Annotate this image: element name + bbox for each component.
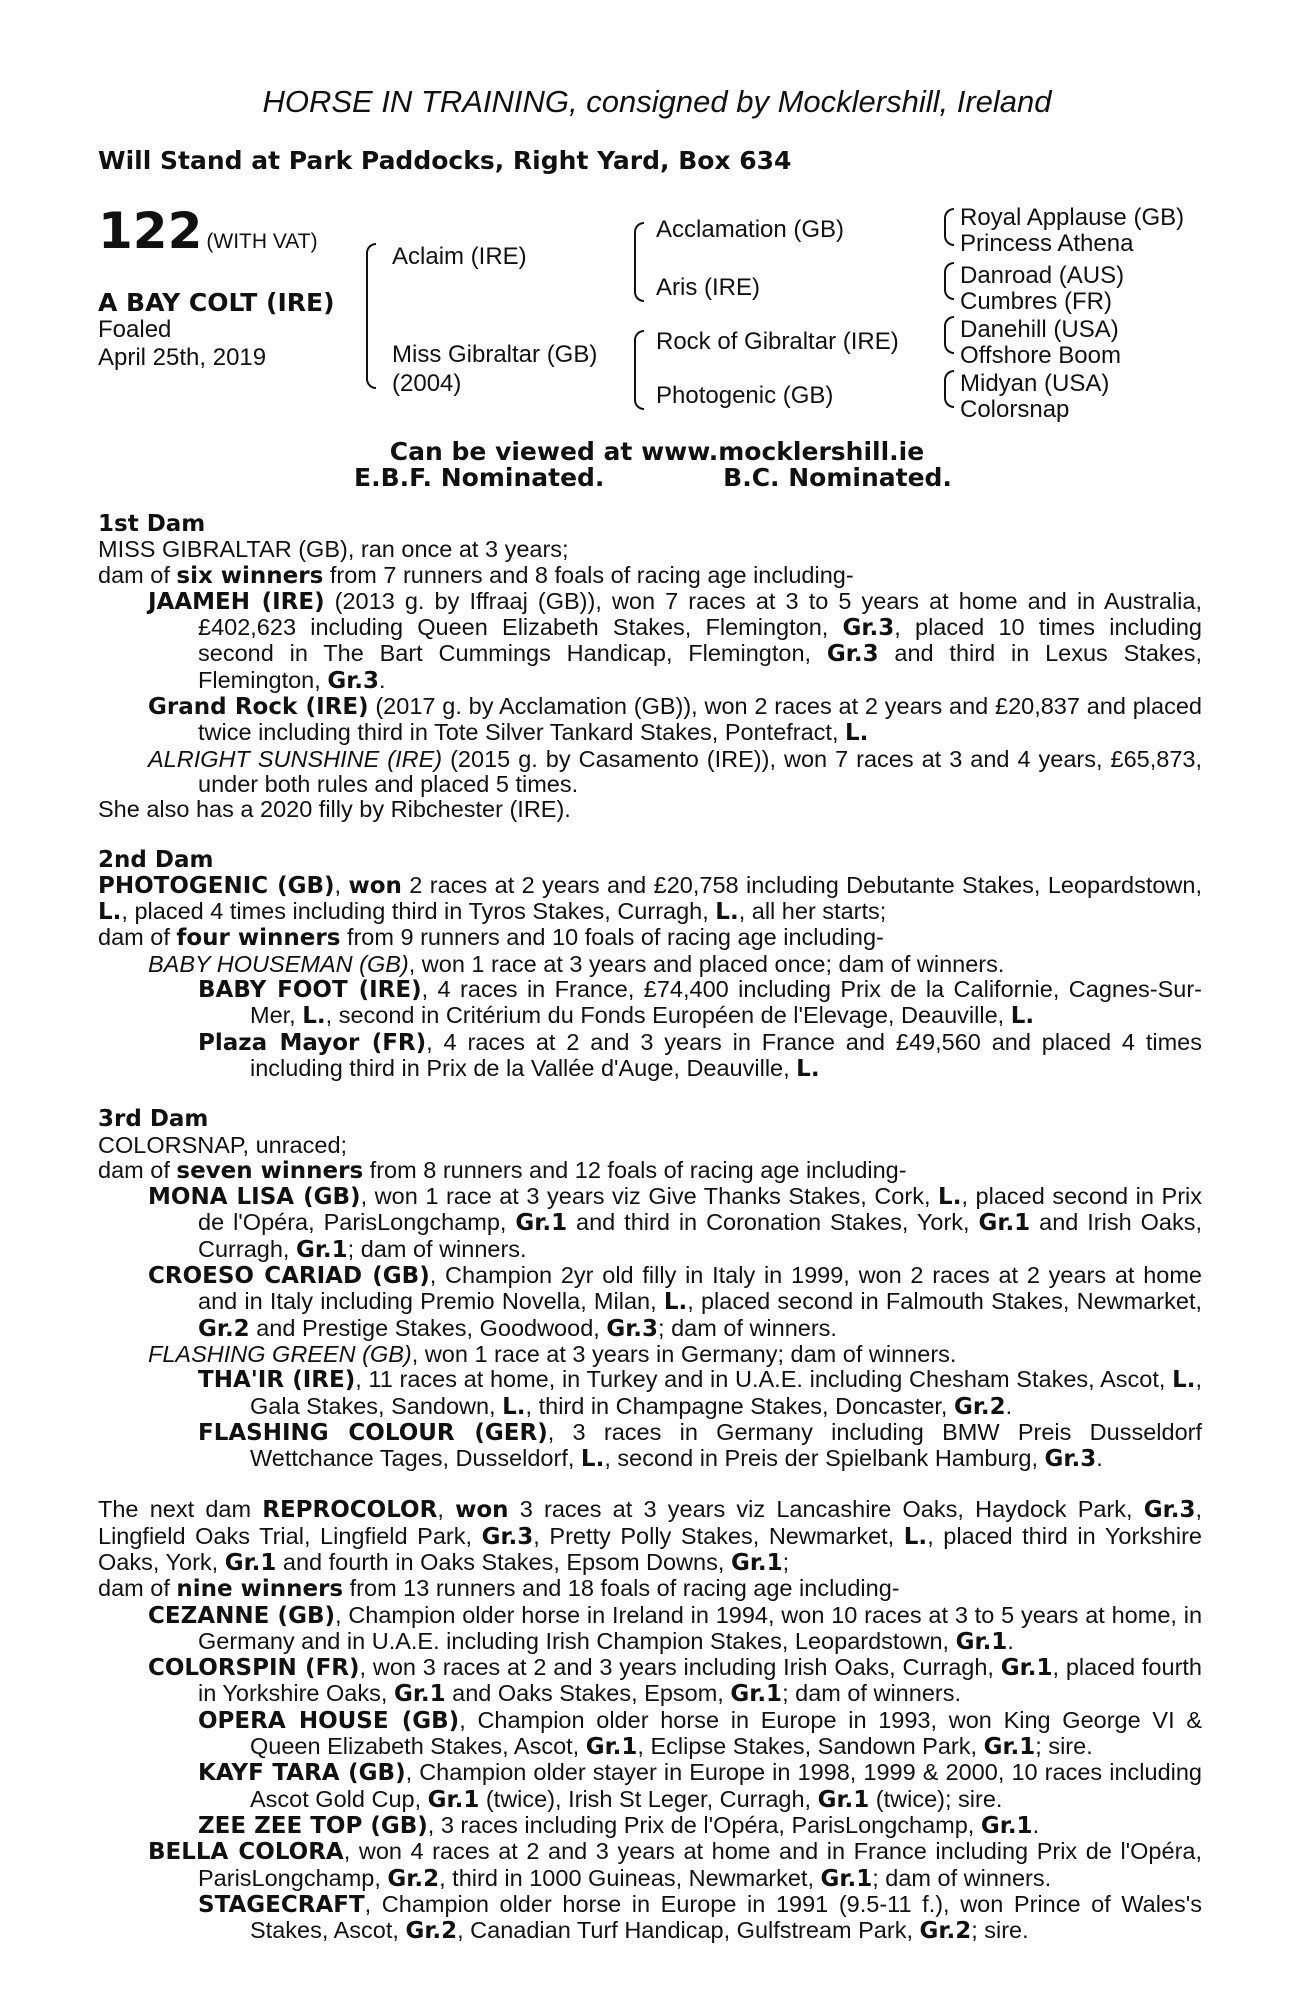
pedigree-sire-sire: Acclamation (GB) xyxy=(656,216,845,243)
ebf-nominated: E.B.F. Nominated. xyxy=(354,463,605,492)
pedigree-brace xyxy=(944,208,954,246)
progeny-entry: FLASHING GREEN (GB), won 1 race at 3 years in Germany; dam of winners. xyxy=(148,1340,957,1367)
stand-location: Will Stand at Park Paddocks, Right Yard, Box 634 xyxy=(98,146,792,175)
pedigree-g3: Princess Athena xyxy=(960,230,1134,257)
vat-label: (WITH VAT) xyxy=(206,230,318,253)
pedigree-brace xyxy=(944,316,954,354)
pedigree-g3: Cumbres (FR) xyxy=(960,288,1113,315)
pedigree-g3: Danehill (USA) xyxy=(960,316,1119,343)
progeny-entry: Grand Rock (IRE) (2017 g. by Acclamation (GB)), won 2 races at 2 years and £20,837 and placed twice including third in Tote Silver Tankard Stakes, Pontefract, L. xyxy=(148,693,1202,747)
pedigree-g3: Danroad (AUS) xyxy=(960,262,1125,289)
foaled-block xyxy=(98,316,266,372)
foaled-date: April 25th, 2019 xyxy=(98,344,267,371)
catalogue-body xyxy=(98,512,1202,1944)
progeny-entry: CEZANNE (GB), Champion older horse in Ireland in 1994, won 10 races at 3 to 5 years at home, in Germany and in U.A.E. including Irish Champion Stakes, Leopardstown, Gr.1. xyxy=(148,1601,1203,1655)
progeny-entry: BABY FOOT (IRE), 4 races in France, £74,400 including Prix de la Californie, Cagnes-Sur-Mer, L., second in Critérium du Fonds Européen de l'Elevage, Deauville, L. xyxy=(198,976,1203,1030)
progeny-entry: COLORSPIN (FR), won 3 races at 2 and 3 years including Irish Oaks, Curragh, Gr.1, placed fourth in Yorkshire Oaks, Gr.1 and Oaks Stakes, Epsom, Gr.1; dam of winners. xyxy=(148,1654,1202,1708)
pedigree-dam-dam: Photogenic (GB) xyxy=(656,382,834,409)
viewing-line: Can be viewed at www.mocklershill.ie xyxy=(389,437,925,466)
pedigree-g3: Midyan (USA) xyxy=(960,370,1110,397)
pedigree-g3: Offshore Boom xyxy=(960,342,1121,369)
bc-nominated: B.C. Nominated. xyxy=(723,463,952,492)
pedigree-brace xyxy=(366,243,376,389)
section-heading-1st-dam: 1st Dam xyxy=(98,511,206,537)
pedigree-dam-year: (2004) xyxy=(392,370,462,397)
dam-line: COLORSNAP, unraced; xyxy=(98,1131,348,1158)
produce-summary: dam of seven winners from 8 runners and 12 foals of racing age including- xyxy=(98,1156,907,1184)
section-heading-3rd-dam: 3rd Dam xyxy=(98,1106,209,1133)
progeny-entry: BABY HOUSEMAN (GB), won 1 race at 3 years and placed once; dam of winners. xyxy=(148,950,1005,977)
progeny-entry: FLASHING COLOUR (GER), 3 races in Germany including BMW Preis Dusseldorf Wettchance Tages, Dusseldorf, L., second in Preis der Spielbank Hamburg, Gr.3. xyxy=(198,1418,1202,1473)
pedigree-g3: Royal Applause (GB) xyxy=(960,204,1185,231)
lot-block xyxy=(98,202,318,260)
pedigree-dam-sire: Rock of Gibraltar (IRE) xyxy=(656,328,899,355)
produce-summary: dam of four winners from 9 runners and 10 foals of racing age including- xyxy=(98,924,884,952)
pedigree-brace xyxy=(634,222,644,302)
progeny-entry: JAAMEH (IRE) (2013 g. by Iffraaj (GB)), won 7 races at 3 to 5 years at home and in Australia, £402,623 including Queen Elizabeth Stakes, Flemington, Gr.3, placed 10 times including second in The Bart Cummings Handicap, Flemington, Gr.3 and third in Lexus Stakes, Flemington, Gr.3. xyxy=(148,587,1202,694)
dam-line: MISS GIBRALTAR (GB), ran once at 3 years; xyxy=(98,536,569,563)
progeny-entry: CROESO CARIAD (GB), Champion 2yr old filly in Italy in 1999, won 2 races at 2 years at home and in Italy including Premio Novella, Milan, L., placed second in Falmouth Stakes, Newmarket, Gr.2 and Prestige Stakes, Goodwood, Gr.3; dam of winners. xyxy=(148,1262,1202,1342)
progeny-entry: BELLA COLORA, won 4 races at 2 and 3 years at home and in France including Prix de l'Opéra, ParisLongchamp, Gr.2, third in 1000 Guineas, Newmarket, Gr.1; dam of winners. xyxy=(148,1838,1202,1892)
pedigree-sire-dam: Aris (IRE) xyxy=(656,274,760,301)
produce-summary: dam of nine winners from 13 runners and 18 foals of racing age including- xyxy=(98,1575,900,1603)
pedigree-brace xyxy=(944,262,954,300)
lot-number: 122 xyxy=(98,202,203,260)
section-heading-2nd-dam: 2nd Dam xyxy=(98,846,214,873)
pedigree-g3: Colorsnap xyxy=(960,396,1070,423)
horse-description: A BAY COLT (IRE) xyxy=(98,288,335,317)
pedigree-sire: Aclaim (IRE) xyxy=(392,243,527,270)
progeny-entry: STAGECRAFT, Champion older horse in Europe in 1991 (9.5-11 f.), won Prince of Wales's Stakes, Ascot, Gr.2, Canadian Turf Handicap, Gulfstream Park, Gr.2; sire. xyxy=(198,1890,1202,1945)
page-title: HORSE IN TRAINING, consigned by Mocklershill, Ireland xyxy=(262,84,1052,119)
nominations xyxy=(354,463,954,492)
pedigree-brace xyxy=(944,370,954,408)
pedigree-brace xyxy=(634,330,644,410)
progeny-entry: MONA LISA (GB), won 1 race at 3 years viz Give Thanks Stakes, Cork, L., placed second in Prix de l'Opéra, ParisLongchamp, Gr.1 and third in Coronation Stakes, York, Gr.1 and Irish Oaks, Curragh, Gr.1; dam of winners. xyxy=(148,1183,1203,1263)
foaled-label: Foaled xyxy=(98,316,172,343)
progeny-entry: Plaza Mayor (FR), 4 races at 2 and 3 years in France and £49,560 and placed 4 times including third in Prix de la Vallée d'Auge, Deauville, L. xyxy=(198,1028,1202,1082)
produce-summary: dam of six winners from 7 runners and 8 foals of racing age including- xyxy=(98,561,854,589)
progeny-entry: ALRIGHT SUNSHINE (IRE) (2015 g. by Casamento (IRE)), won 7 races at 3 and 4 years, £65,873, under both rules and placed 5 times. xyxy=(148,745,1203,797)
progeny-entry: KAYF TARA (GB), Champion older stayer in Europe in 1998, 1999 & 2000, 10 races including Ascot Gold Cup, Gr.1 (twice), Irish St Leger, Curragh, Gr.1 (twice); sire. xyxy=(198,1759,1202,1813)
progeny-entry: OPERA HOUSE (GB), Champion older horse in Europe in 1993, won King George VI & Queen Elizabeth Stakes, Ascot, Gr.1, Eclipse Stakes, Sandown Park, Gr.1; sire. xyxy=(198,1706,1202,1761)
produce-note: She also has a 2020 filly by Ribchester (IRE). xyxy=(98,796,571,823)
pedigree-dam: Miss Gibraltar (GB) xyxy=(392,341,598,368)
next-dam-line: The next dam REPROCOLOR, won 3 races at 3 years viz Lancashire Oaks, Haydock Park, Gr.3, Lingfield Oaks Trial, Lingfield Park, Gr.3, Pretty Polly Stakes, Newmarket, L., placed third in Yorkshire Oaks, York, Gr.1 and fourth in Oaks Stakes, Epsom Downs, Gr.1; xyxy=(98,1496,1203,1576)
progeny-entry: ZEE ZEE TOP (GB), 3 races including Prix de l'Opéra, ParisLongchamp, Gr.1. xyxy=(198,1811,1040,1839)
progeny-entry: THA'IR (IRE), 11 races at home, in Turkey and in U.A.E. including Chesham Stakes, Ascot, L., Gala Stakes, Sandown, L., third in Champagne Stakes, Doncaster, Gr.2. xyxy=(198,1366,1202,1420)
dam-line: PHOTOGENIC (GB), won 2 races at 2 years and £20,758 including Debutante Stakes, Leopardstown, L., placed 4 times including third in Tyros Stakes, Curragh, L., all her starts; xyxy=(98,871,1202,926)
